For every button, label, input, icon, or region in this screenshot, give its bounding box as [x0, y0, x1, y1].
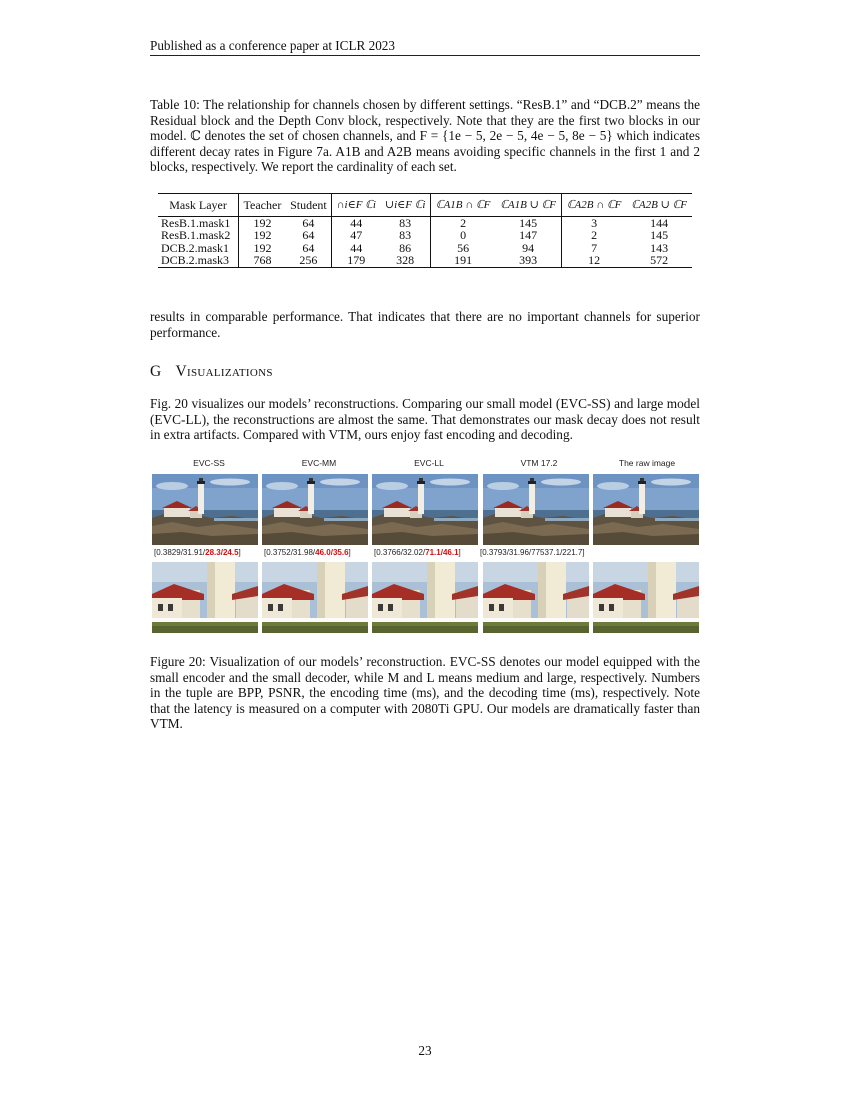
table-row	[158, 254, 692, 267]
table-cell: 47	[332, 229, 381, 242]
col-header-student: Student	[290, 198, 327, 212]
table-cell: 44	[332, 216, 381, 229]
table-cell: 7	[561, 242, 626, 255]
metrics-tuple-evc-ss: [0.3829/31.91/28.3/24.5]	[154, 548, 241, 557]
table-caption: Table 10: The relationship for channels chosen by different settings. “ResB.1” and “DCB.2” means the Residual block and the Depth Conv block, respectively. Note that they are the first two blocks in our model. ℂ denotes the set of chosen channels, and F = {1e − 5, 2e − 5, 4e − 5, 8e − 5} which indicates different decay rates in Figure 7a. A1B and A2B means avoiding specific channels in the first 1 and 2 blocks, respectively. We report the cardinality of each set.	[150, 97, 700, 175]
table-cell: 192	[239, 216, 286, 229]
table-cell: ResB.1.mask2	[161, 228, 231, 242]
table-cell: 2	[430, 216, 495, 229]
page-number: 23	[418, 1043, 432, 1058]
table-cell: 56	[430, 242, 495, 255]
table-cell: 0	[430, 229, 495, 242]
section-heading	[150, 363, 273, 381]
table-row	[158, 242, 692, 255]
col-header-union: ∪i∈F ℂi	[384, 199, 426, 211]
header-rule	[150, 55, 700, 56]
table-cell: 12	[561, 254, 626, 267]
metrics-tuple-evc-mm: [0.3752/31.98/46.0/35.6]	[264, 548, 351, 557]
table-cell: ResB.1.mask1	[161, 215, 231, 230]
reconstruction-image-vtm	[483, 474, 589, 545]
table-cell: 64	[302, 215, 315, 230]
figure-column-title: EVC-SS	[193, 458, 225, 468]
col-header-a1b-union: ℂA1B ∪ ℂF	[500, 199, 556, 211]
results-table	[158, 193, 692, 268]
table-cell: 83	[399, 215, 412, 230]
table-row	[158, 216, 692, 229]
running-header: Published as a conference paper at ICLR 2023	[150, 38, 395, 53]
table-cell: 44	[332, 242, 381, 255]
table-cell: 145	[519, 215, 538, 230]
table-row	[158, 229, 692, 242]
table-cell: 2	[561, 229, 626, 242]
col-header-a1b-intersection: ℂA1B ∩ ℂF	[430, 194, 495, 217]
table-cell: 328	[396, 253, 415, 267]
col-header-mask-layer: Mask Layer	[169, 198, 227, 212]
col-header-intersection: ∩i∈F ℂi	[332, 194, 381, 217]
table-cell: 64	[302, 240, 315, 255]
table-cell: 147	[519, 228, 538, 242]
table-cell: 145	[650, 228, 669, 242]
crop-image-raw	[593, 562, 699, 633]
section-paragraph: Fig. 20 visualizes our models’ reconstructions. Comparing our small model (EVC-SS) and large model (EVC-LL), the reconstructions are almost the same. That demonstrates our mask decay does not result in extra artifacts. Compared with VTM, ours enjoy fast encoding and decoding.	[150, 396, 700, 443]
figure-20	[150, 458, 700, 638]
table-cell: 572	[650, 253, 669, 267]
reconstruction-image-evc-mm	[262, 474, 368, 545]
reconstruction-image-evc-ll	[372, 474, 478, 545]
table-cell: DCB.2.mask1	[161, 240, 230, 255]
table-cell: 192	[239, 242, 286, 255]
paragraph-after-table: results in comparable performance. That indicates that there are no important channels for superior performance.	[150, 309, 700, 340]
col-header-teacher: Teacher	[239, 194, 286, 217]
table-cell: 94	[522, 240, 535, 255]
figure-caption: Figure 20: Visualization of our models’ reconstruction. EVC-SS denotes our model equipped with the small encoder and the small decoder, while M and L means medium and large, respectively. Numbers in the tuple are BPP, PSNR, the encoding time (ms), and the decoding time (ms), respectively. Note that the latency is measured on a computer with 2080Ti GPU. Our models are dramatically faster than VTM.	[150, 654, 700, 732]
metrics-tuple-evc-ll: [0.3766/32.02/71.1/46.1]	[374, 548, 461, 557]
section-title: Visualizations	[175, 363, 273, 380]
table-cell: 191	[430, 254, 495, 267]
metrics-tuple-vtm: [0.3793/31.96/77537.1/221.7]	[480, 548, 585, 557]
raw-image	[593, 474, 699, 545]
table-cell: 3	[561, 216, 626, 229]
figure-column-title: EVC-MM	[301, 458, 337, 468]
table-cell: 143	[650, 240, 669, 255]
figure-column-title: The raw image	[618, 458, 676, 468]
crop-image-evc-mm	[262, 562, 368, 633]
col-header-a2b-intersection: ℂA2B ∩ ℂF	[561, 194, 626, 217]
col-header-a2b-union: ℂA2B ∪ ℂF	[631, 199, 687, 211]
figure-column-title: VTM 17.2	[520, 458, 558, 468]
table-cell: DCB.2.mask3	[161, 253, 230, 267]
table-cell: 393	[519, 253, 538, 267]
crop-image-vtm	[483, 562, 589, 633]
table-cell: 144	[650, 215, 669, 230]
table-cell: 83	[399, 228, 412, 242]
table-cell: 192	[239, 229, 286, 242]
reconstruction-image-evc-ss	[152, 474, 258, 545]
crop-image-evc-ll	[372, 562, 478, 633]
table-cell: 768	[239, 254, 286, 267]
figure-column-title: EVC-LL	[414, 458, 444, 468]
crop-image-evc-ss	[152, 562, 258, 633]
table-cell: 179	[332, 254, 381, 267]
table-cell: 256	[299, 253, 318, 267]
table-cell: 86	[399, 240, 412, 255]
section-number: G	[150, 363, 162, 380]
table-cell: 64	[302, 228, 315, 242]
